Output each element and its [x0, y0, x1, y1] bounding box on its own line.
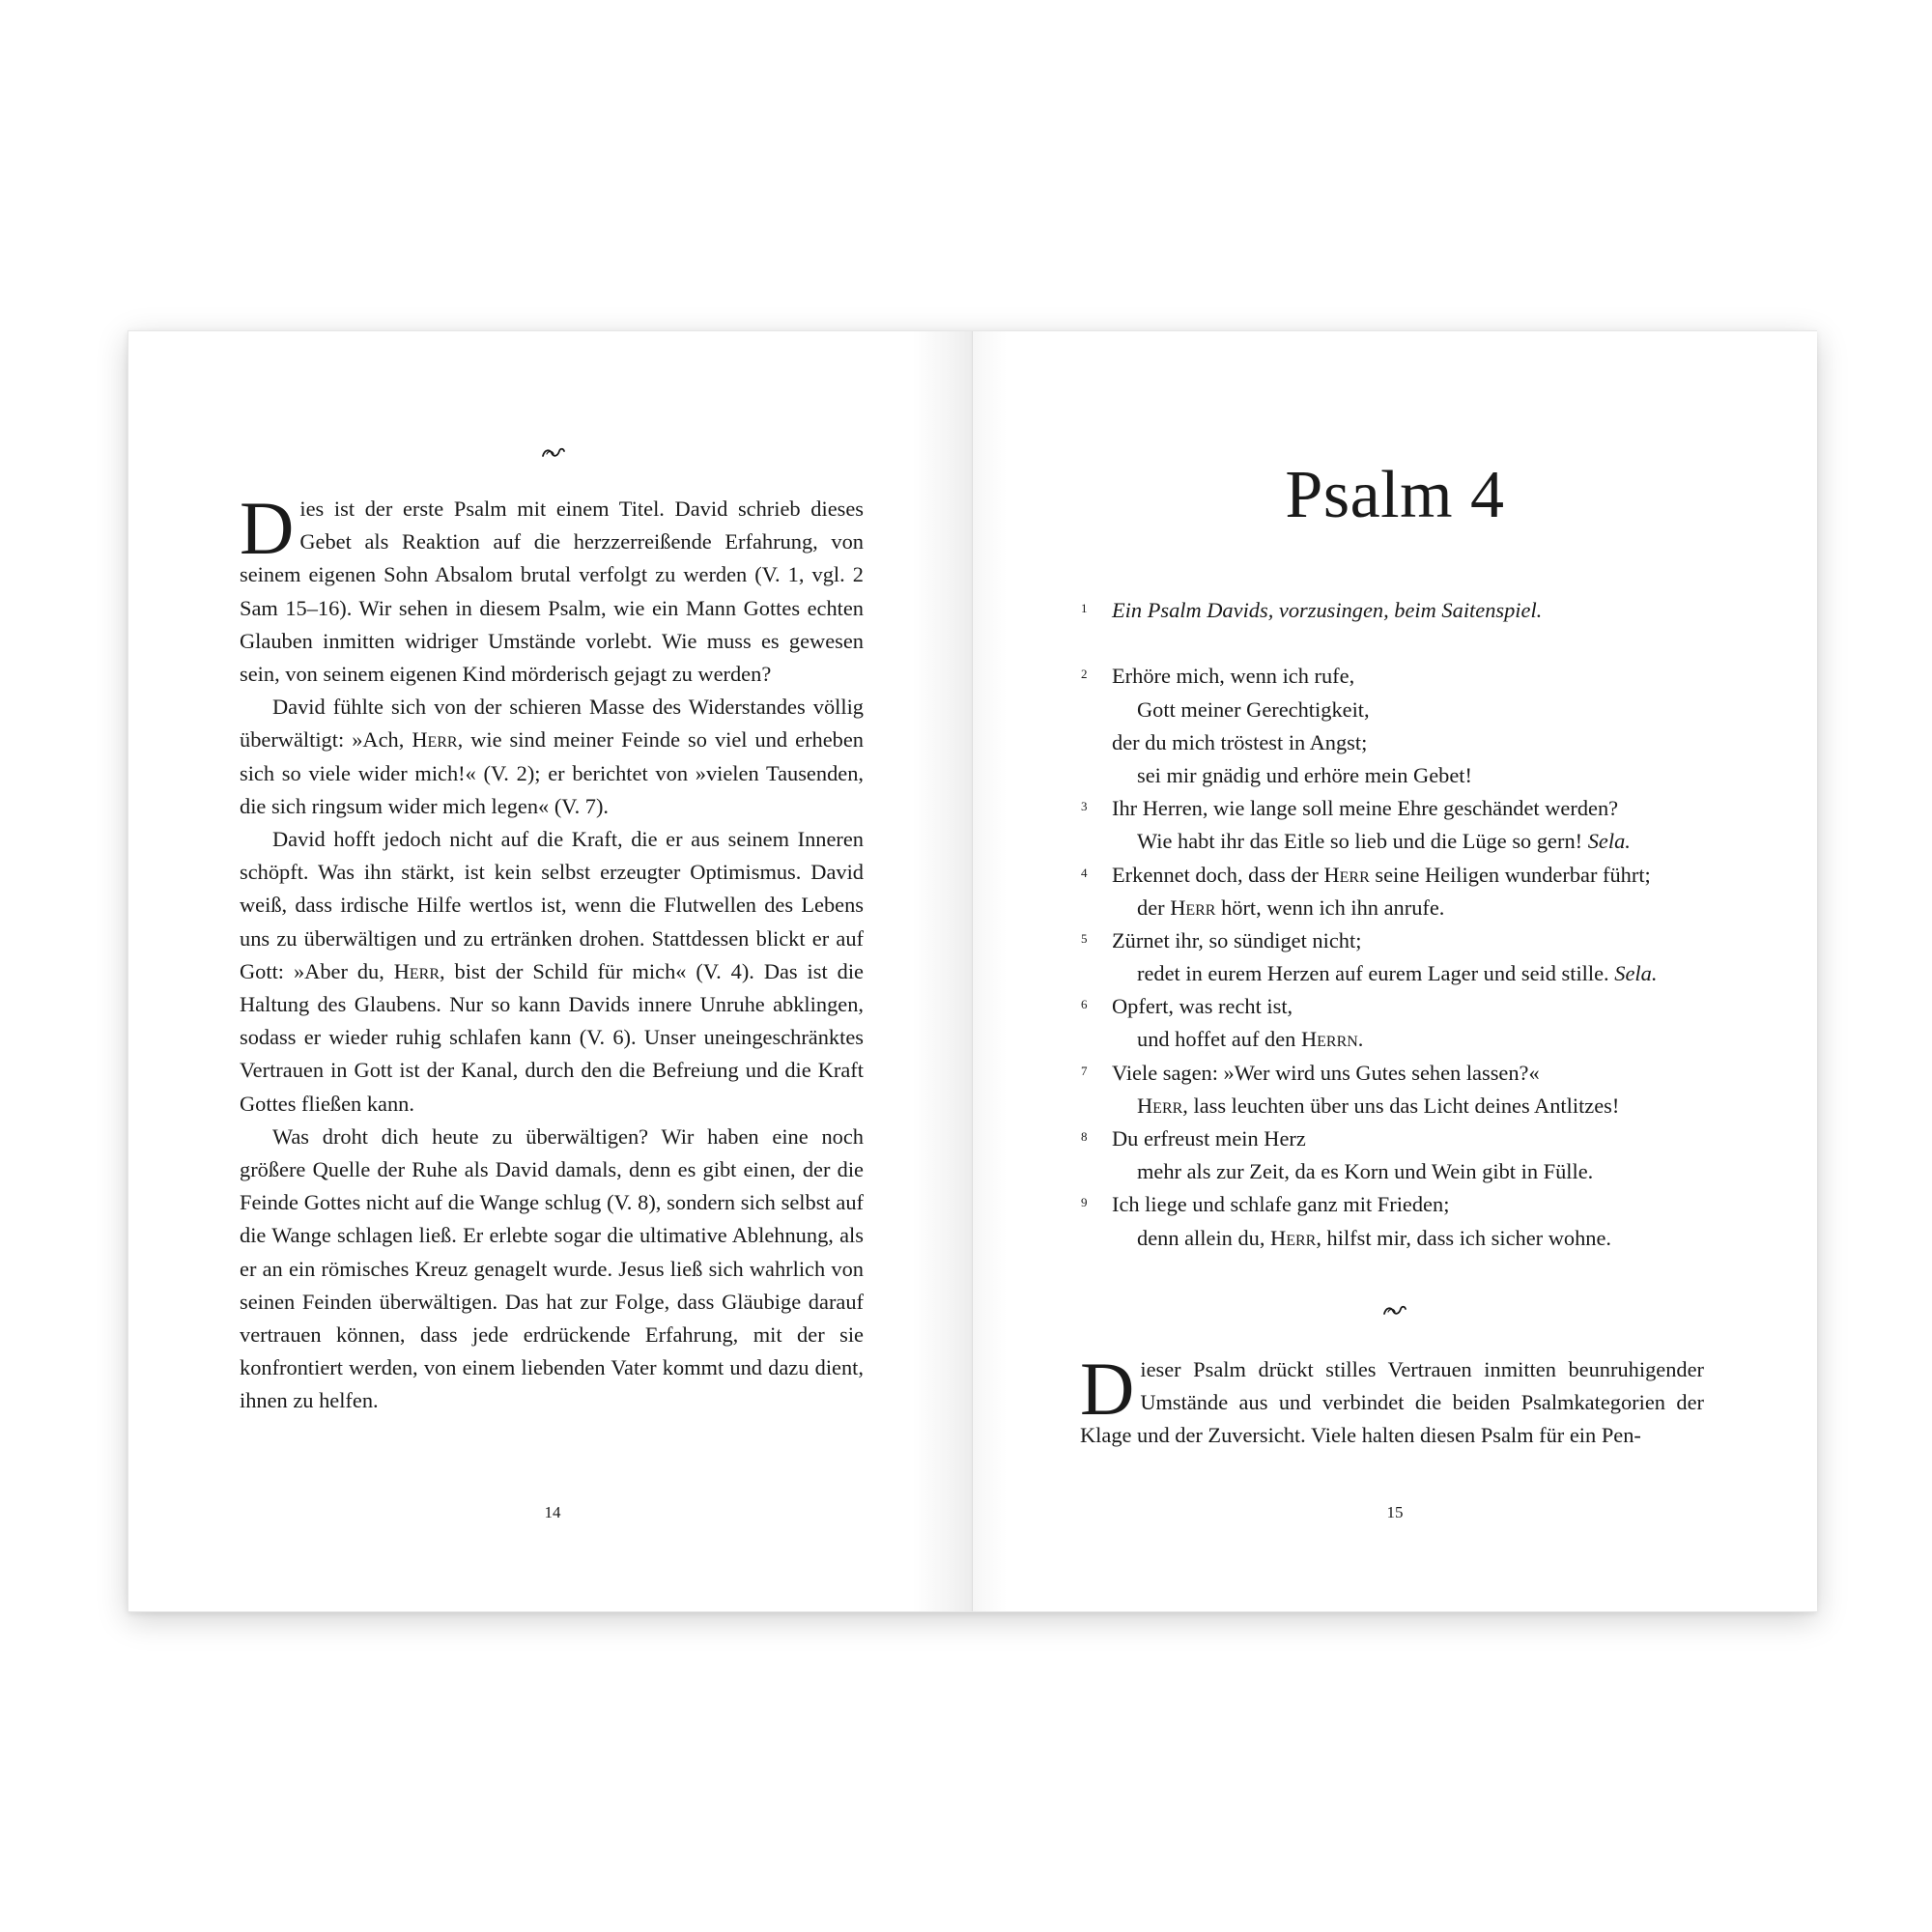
drop-cap: D — [1080, 1347, 1135, 1431]
verse-text: Opfert, was recht ist, — [1112, 994, 1293, 1019]
verse-number: 3 — [1081, 799, 1088, 814]
verse-text: der du mich tröstest in Angst; — [1112, 729, 1368, 754]
divine-name: Herr — [1270, 1225, 1317, 1250]
verse-text: Gott meiner Gerechtigkeit, — [1137, 696, 1370, 722]
verse-line — [1081, 1090, 1738, 1122]
verse-number: 2 — [1081, 667, 1088, 682]
verse-2 — [1081, 660, 1738, 693]
verse-4 — [1081, 859, 1738, 892]
verse-number: 4 — [1081, 865, 1088, 880]
verse-text: hört, wenn ich ihn anrufe. — [1215, 895, 1445, 920]
verse-6 — [1081, 990, 1738, 1023]
verse-9 — [1081, 1188, 1738, 1221]
commentary-paragraph — [1080, 1347, 1704, 1453]
page-number-right: 15 — [1386, 1503, 1404, 1521]
verse-1 — [1081, 594, 1738, 627]
verse-line — [1081, 1222, 1738, 1255]
verse-7 — [1081, 1057, 1738, 1090]
verse-line — [1081, 825, 1738, 858]
verse-number: 1 — [1081, 601, 1088, 615]
divine-name: Herr — [412, 727, 458, 753]
swash-ornament-icon — [1382, 1303, 1407, 1319]
commentary-text: ieser Psalm drückt stilles Vertrauen inmitten beunruhigender Umstände aus und verbindet die beiden Psalmkategorien der Klage und der Zuversicht. Viele halten diesen Psalm für ein Pen- — [1080, 1357, 1704, 1448]
verse-text: , hilfst mir, dass ich sicher wohne. — [1316, 1225, 1612, 1250]
verse-8 — [1081, 1122, 1738, 1155]
verse-text: Ihr Herren, wie lange soll meine Ehre geschändet werden? — [1112, 796, 1619, 821]
drop-cap: D — [240, 486, 295, 570]
verse-text: Zürnet ihr, so sündiget nicht; — [1112, 927, 1362, 952]
commentary-text-right — [1080, 1347, 1704, 1453]
paragraph-1 — [240, 486, 864, 691]
verse-line — [1081, 892, 1738, 924]
verse-line — [1081, 1155, 1738, 1188]
verse-text: redet in eurem Herzen auf eurem Lager und seid stille. — [1137, 961, 1609, 986]
right-page — [972, 331, 1817, 1611]
paragraph-4-text: Was droht dich heute zu überwältigen? Wir haben eine noch größere Quelle der Ruhe als David damals, denn es gibt einen, der die Feinde Gottes nicht auf die Wange schlug (V. 8), sondern sich selbst auf die Wange schlagen ließ. Er erlebte sogar die ultimative Ablehnung, als er an ein römisches Kreuz genagelt wurde. Jesus ließ sich wahrlich von seinen Feinden überwältigen. Das hat zur Folge, dass Gläubige darauf vertrauen können, dass jede erdrückende Erfahrung, mit der sie konfrontiert werden, von einem liebenden Vater kommt und dazu dient, ihnen zu helfen. — [240, 1123, 864, 1413]
page-number-left: 14 — [544, 1503, 561, 1521]
paragraph-4 — [240, 1121, 864, 1418]
verse-line — [1081, 759, 1738, 792]
verse-text: und hoffet auf den — [1137, 1027, 1301, 1052]
verse-text: Erhöre mich, wenn ich rufe, — [1112, 664, 1355, 689]
spacer — [1081, 627, 1738, 660]
paragraph-3-text-a: David hofft jedoch nicht auf die Kraft, die er aus seinem Inneren schöpft. Was ihn stärkt, ist kein selbst erzeugter Optimismus. David weiß, dass irdische Hilfe wertlos ist, wenn die Flutwellen des Lebens uns zu überwältigen und zu ertränken drohen. Stattdessen blickt er auf Gott: »Aber du, — [240, 827, 864, 983]
verse-text: seine Heiligen wunderbar führt; — [1369, 862, 1651, 887]
verse-text: der — [1137, 895, 1171, 920]
paragraph-3 — [240, 823, 864, 1121]
verse-text: mehr als zur Zeit, da es Korn und Wein gibt in Fülle. — [1137, 1159, 1594, 1184]
verse-number: 7 — [1081, 1063, 1088, 1078]
verse-line — [1081, 726, 1738, 759]
verse-5 — [1081, 924, 1738, 957]
superscription: Ein Psalm Davids, vorzusingen, beim Saitenspiel. — [1112, 598, 1543, 622]
paragraph-1-text: ies ist der erste Psalm mit einem Titel. David schrieb dieses Gebet als Reaktion auf die herzzerreißende Erfahrung, von seinem eigenen Sohn Absalom brutal verfolgt zu werden (V. 1, vgl. 2 Sam 15–16). Wir sehen in diesem Psalm, wie ein Mann Gottes echten Glauben inmitten widriger Umstände vorlebt. Wie muss es gewesen sein, von seinem eigenen Kind mörderisch gejagt zu werden? — [240, 497, 864, 687]
divine-name: Herrn — [1300, 1027, 1358, 1052]
verse-number: 5 — [1081, 930, 1088, 946]
divine-name: Herr — [1137, 1093, 1183, 1118]
divine-name: Herr — [1323, 862, 1370, 887]
verse-text: , lass leuchten über uns das Licht deines Antlitzes! — [1182, 1093, 1620, 1118]
sela: Sela. — [1614, 961, 1658, 986]
verse-text: sei mir gnädig und erhöre mein Gebet! — [1137, 762, 1472, 787]
verse-text: . — [1357, 1027, 1364, 1052]
verse-line — [1081, 694, 1738, 726]
left-page — [128, 331, 972, 1611]
psalm-title: Psalm 4 — [1285, 458, 1505, 532]
verse-text: Viele sagen: »Wer wird uns Gutes sehen lassen?« — [1112, 1060, 1540, 1085]
verse-number: 6 — [1081, 997, 1088, 1012]
divine-name: Herr — [393, 958, 440, 983]
paragraph-2-text-b: , wie sind meiner Feinde so viel und erheben sich so viele wider mich!« (V. 2); er berichtet von »vielen Tausenden, die sich ringsum wider mich legen« (V. 7). — [240, 727, 864, 818]
paragraph-3-text-b: , bist der Schild für mich« (V. 4). Das ist die Haltung des Glaubens. Nur so kann Davids innere Unruhe abklingen, sodass er wieder ruhig schlafen kann (V. 6). Unser uneingeschränktes Vertrauen in Gott ist der Kanal, durch den die Befreiung und die Kraft Gottes fließen kann. — [240, 958, 864, 1116]
verse-text: denn allein du, — [1137, 1225, 1271, 1250]
verse-text: Erkennet doch, dass der — [1112, 862, 1324, 887]
book-spread — [128, 330, 1817, 1612]
swash-ornament-icon — [541, 445, 566, 461]
verse-line — [1081, 1023, 1738, 1056]
paragraph-2 — [240, 691, 864, 823]
divine-name: Herr — [1170, 895, 1216, 920]
verse-line — [1081, 957, 1738, 990]
verse-text: Wie habt ihr das Eitle so lieb und die Lüge so gern! — [1137, 829, 1583, 854]
commentary-text-left — [240, 486, 864, 1418]
verse-3 — [1081, 792, 1738, 825]
verse-number: 8 — [1081, 1129, 1088, 1144]
verse-number: 9 — [1081, 1195, 1088, 1210]
psalm-verses — [1081, 594, 1738, 1255]
sela: Sela. — [1587, 829, 1631, 854]
paragraph-2-text-a: David fühlte sich von der schieren Masse des Widerstandes völlig überwältigt: »Ach, — [240, 695, 864, 753]
verse-text: Ich liege und schlafe ganz mit Frieden; — [1112, 1192, 1450, 1217]
verse-text: Du erfreust mein Herz — [1112, 1126, 1306, 1151]
